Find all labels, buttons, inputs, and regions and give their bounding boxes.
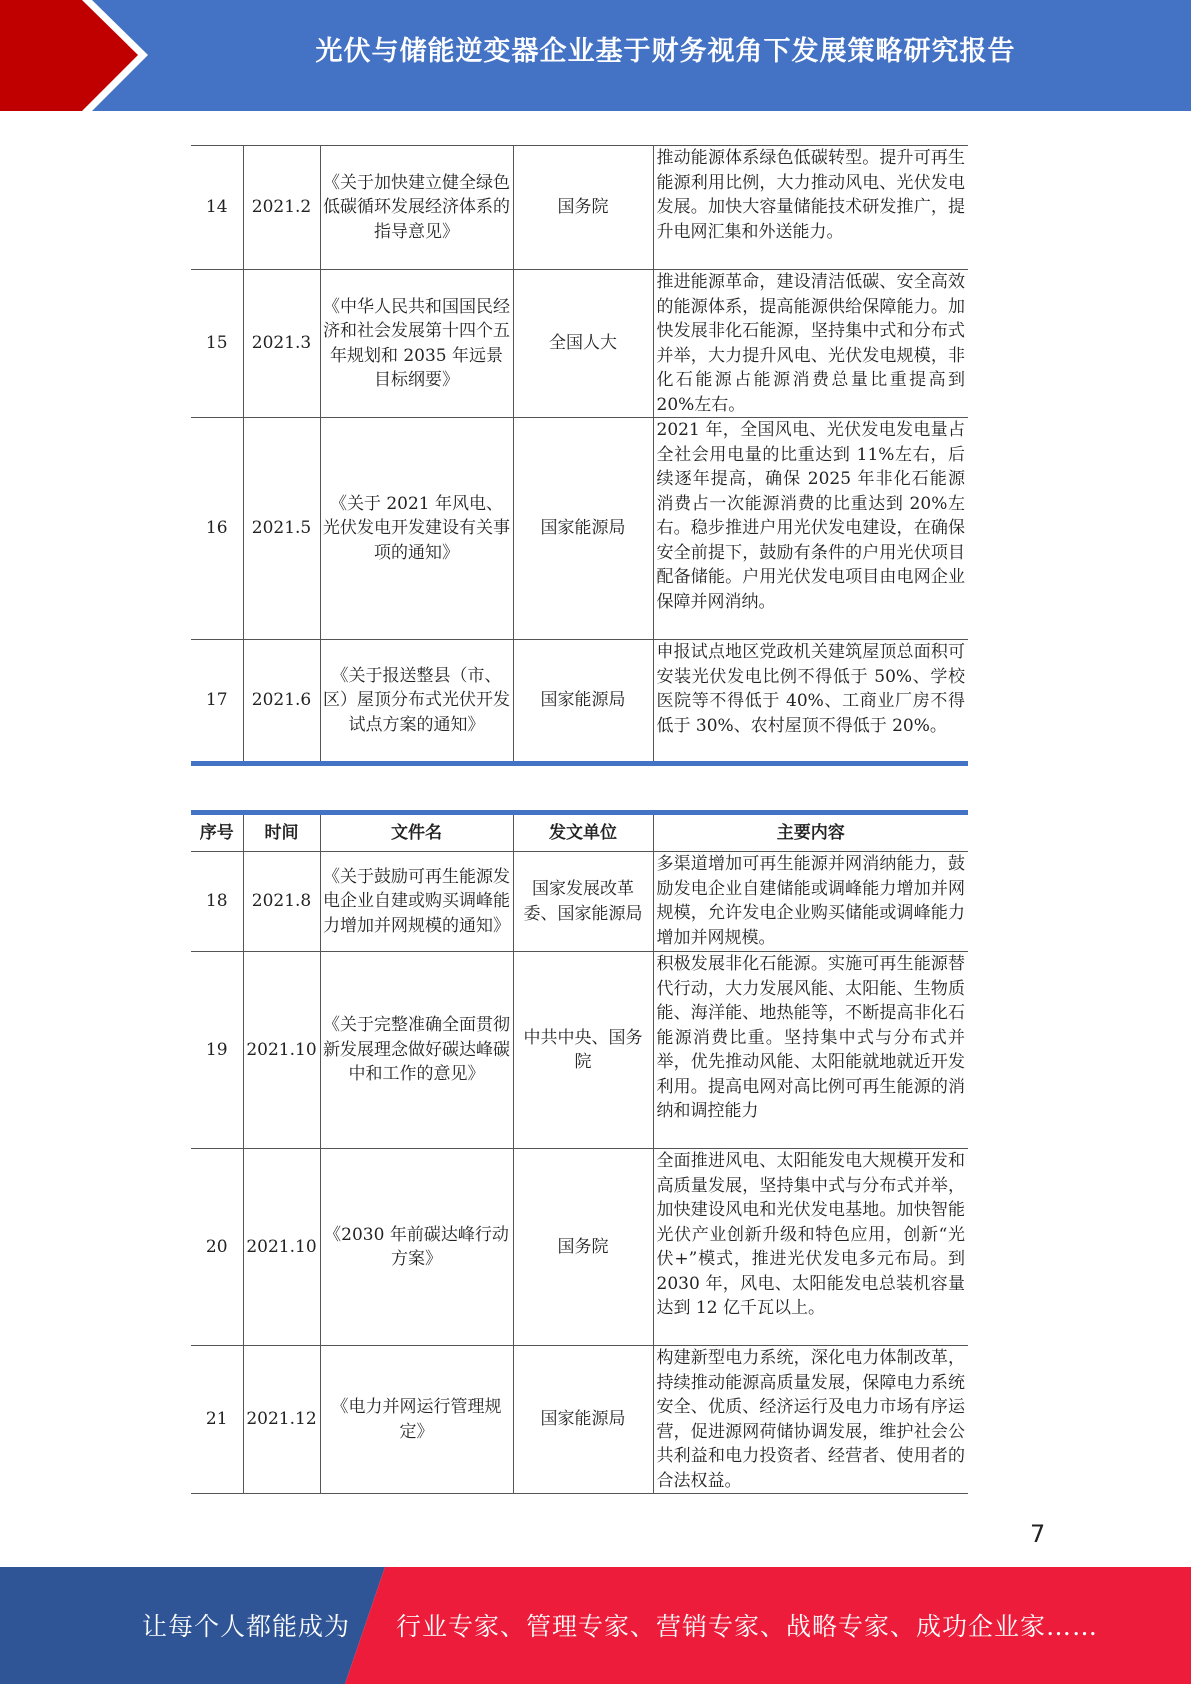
row-content: 推进能源革命，建设清洁低碳、安全高效的能源体系，提高能源供给保障能力。加快发展非化石能源，坚持集中式和分布式并举，大力提升风电、光伏发电规模，非化石能源占能源消费总量比重提高到 20%左右。 (653, 270, 968, 418)
header-red-arrow (0, 0, 160, 111)
row-document-name: 《电力并网运行管理规定》 (320, 1346, 513, 1494)
row-date: 2021.12 (243, 1346, 320, 1494)
row-issuer: 国务院 (513, 1149, 653, 1346)
policy-table (191, 810, 968, 1494)
row-date: 2021.10 (243, 952, 320, 1149)
row-document-name: 《关于加快建立健全绿色低碳循环发展经济体系的指导意见》 (320, 146, 513, 270)
report-title: 光伏与储能逆变器企业基于财务视角下发展策略研究报告 (315, 36, 1016, 67)
row-issuer: 国家能源局 (513, 418, 653, 640)
row-issuer: 国家发展改革委、国家能源局 (513, 852, 653, 952)
row-date: 2021.8 (243, 852, 320, 952)
row-content: 积极发展非化石能源。实施可再生能源替代行动，大力发展风能、太阳能、生物质能、海洋能、地热能等，不断提高非化石能源消费比重。坚持集中式与分布式并举，优先推动风能、太阳能就地就近开发利用。提高电网对高比例可再生能源的消纳和调控能力 (653, 952, 968, 1149)
row-number: 19 (191, 952, 243, 1149)
row-date: 2021.2 (243, 146, 320, 270)
row-content: 申报试点地区党政机关建筑屋顶总面积可安装光伏发电比例不得低于 50%、学校医院等不得低于 40%、工商业厂房不得低于 30%、农村屋顶不得低于 20%。 (653, 640, 968, 764)
row-document-name: 《关于鼓励可再生能源发电企业自建或购买调峰能力增加并网规模的通知》 (320, 852, 513, 952)
row-document-name: 《关于完整准确全面贯彻新发展理念做好碳达峰碳中和工作的意见》 (320, 952, 513, 1149)
table-header-row (191, 813, 968, 852)
row-content: 全面推进风电、太阳能发电大规模开发和高质量发展，坚持集中式与分布式并举，加快建设风电和光伏发电基地。加快智能光伏产业创新升级和特色应用，创新“光伏+”模式，推进光伏发电多元布局。到 2030 年，风电、太阳能发电总装机容量达到 12 亿千瓦以上。 (653, 1149, 968, 1346)
row-number: 14 (191, 146, 243, 270)
page-number: 7 (1030, 1520, 1046, 1548)
row-document-name: 《中华人民共和国国民经济和社会发展第十四个五年规划和 2035 年远景目标纲要》 (320, 270, 513, 418)
page-footer (0, 1567, 1191, 1684)
row-issuer: 国家能源局 (513, 1346, 653, 1494)
row-date: 2021.6 (243, 640, 320, 764)
row-content: 多渠道增加可再生能源并网消纳能力，鼓励发电企业自建储能或调峰能力增加并网规模，允许发电企业购买储能或调峰能力增加并网规模。 (653, 852, 968, 952)
row-issuer: 全国人大 (513, 270, 653, 418)
row-issuer: 中共中央、国务院 (513, 952, 653, 1149)
header-issuer: 发文单位 (513, 813, 653, 852)
row-number: 18 (191, 852, 243, 952)
row-number: 17 (191, 640, 243, 764)
table-row (191, 640, 968, 764)
row-issuer: 国家能源局 (513, 640, 653, 764)
row-date: 2021.5 (243, 418, 320, 640)
row-issuer: 国务院 (513, 146, 653, 270)
table-row (191, 146, 968, 270)
header-number: 序号 (191, 813, 243, 852)
footer-slogan-left: 让每个人都能成为 (142, 1612, 351, 1641)
row-content: 构建新型电力系统，深化电力体制改革，持续推动能源高质量发展，保障电力系统安全、优质、经济运行及电力市场有序运营，促进源网荷储协调发展，维护社会公共利益和电力投资者、经营者、使用者的合法权益。 (653, 1346, 968, 1494)
table-row (191, 1149, 968, 1346)
header-date: 时间 (243, 813, 320, 852)
row-content: 推动能源体系绿色低碳转型。提升可再生能源利用比例，大力推动风电、光伏发电发展。加快大容量储能技术研发推广，提升电网汇集和外送能力。 (653, 146, 968, 270)
row-content: 2021 年，全国风电、光伏发电发电量占全社会用电量的比重达到 11%左右，后续逐年提高，确保 2025 年非化石能源消费占一次能源消费的比重达到 20%左右。稳步推进户用光伏发电建设，在确保安全前提下，鼓励有条件的户用光伏项目配备储能。户用光伏发电项目由电网企业保障并网消纳。 (653, 418, 968, 640)
row-number: 16 (191, 418, 243, 640)
header-content: 主要内容 (653, 813, 968, 852)
footer-slogan-right: 行业专家、管理专家、营销专家、战略专家、成功企业家…… (396, 1612, 1099, 1641)
header-document-name: 文件名 (320, 813, 513, 852)
table-row (191, 270, 968, 418)
table-row (191, 852, 968, 952)
row-document-name: 《关于报送整县（市、区）屋顶分布式光伏开发试点方案的通知》 (320, 640, 513, 764)
row-document-name: 《关于 2021 年风电、光伏发电开发建设有关事项的通知》 (320, 418, 513, 640)
row-date: 2021.10 (243, 1149, 320, 1346)
table-row (191, 418, 968, 640)
row-number: 20 (191, 1149, 243, 1346)
table-row (191, 952, 968, 1149)
row-date: 2021.3 (243, 270, 320, 418)
row-number: 21 (191, 1346, 243, 1494)
row-number: 15 (191, 270, 243, 418)
table-row (191, 1346, 968, 1494)
row-document-name: 《2030 年前碳达峰行动方案》 (320, 1149, 513, 1346)
page-header (0, 0, 1191, 111)
policy-table-continued (191, 145, 968, 766)
